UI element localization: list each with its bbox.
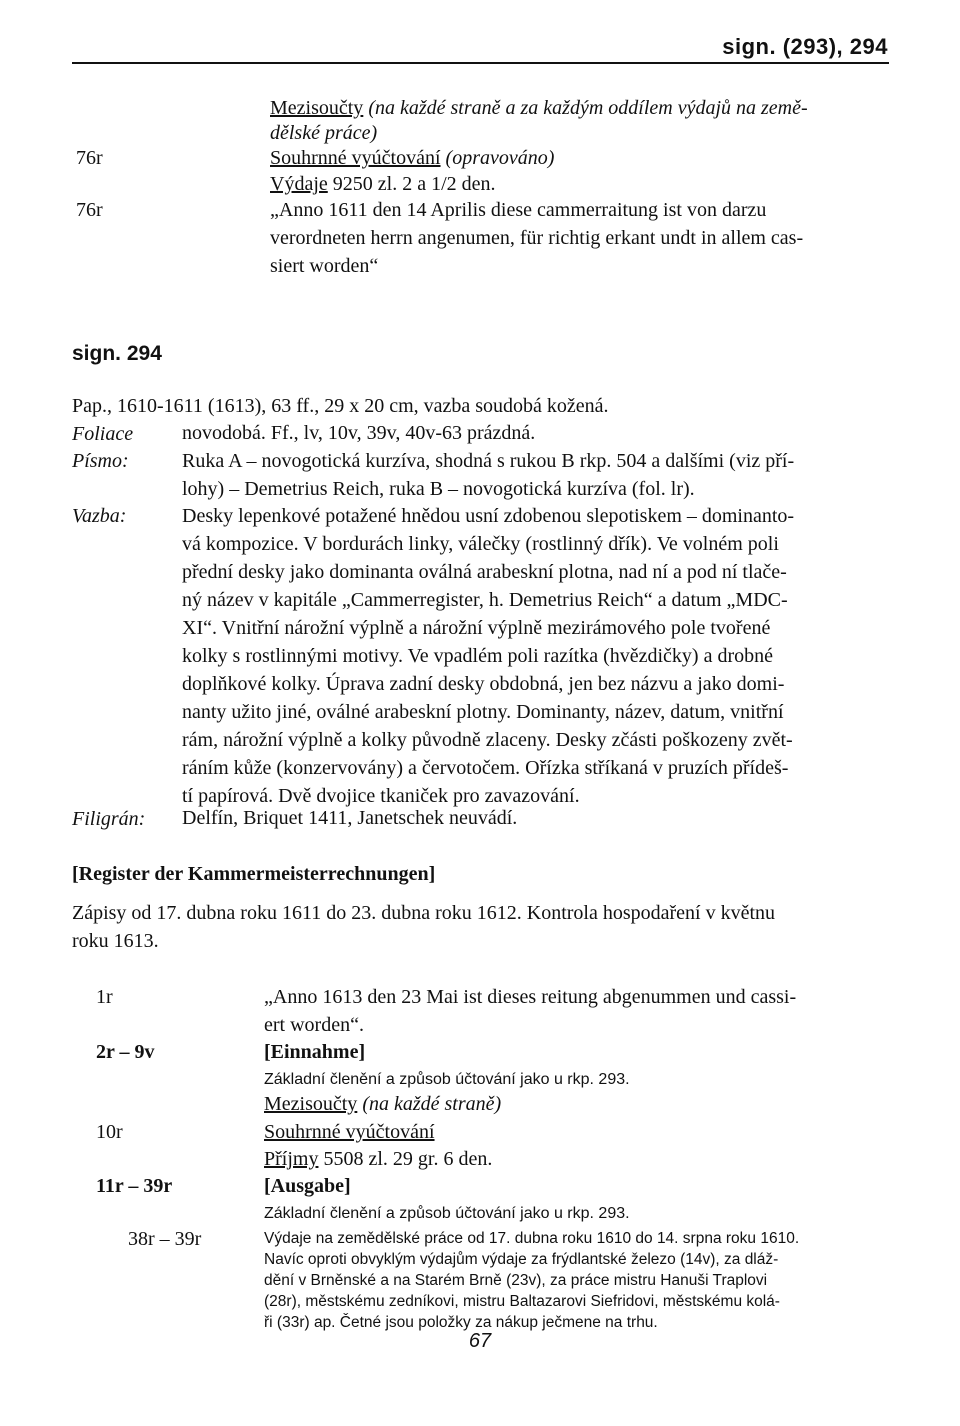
subtotals-line bbox=[270, 94, 808, 122]
income-value: 5508 zl. 29 gr. 6 den. bbox=[318, 1148, 493, 1170]
summary-line bbox=[270, 144, 554, 172]
quote-line-2: verordneten herrn angenumen, für richtig erkant undt in allem cas- bbox=[270, 227, 804, 249]
einnahme-heading: [Einnahme] bbox=[264, 1041, 366, 1063]
folio-11r-39r: 11r – 39r bbox=[96, 1175, 173, 1197]
summary-label: Souhrnné vyúčtování bbox=[270, 147, 441, 169]
expenses-label: Výdaje bbox=[270, 173, 328, 195]
running-header: sign. (293), 294 bbox=[722, 34, 888, 59]
vazba-line: ráním kůže (konzervovány) a červotočem. Ořízka stříkaná v pruzích přídeš- bbox=[182, 757, 789, 779]
vazba-label: Vazba: bbox=[72, 505, 127, 527]
register-heading: [Register der Kammermeisterrechnungen] bbox=[72, 863, 436, 885]
expenses-value: 9250 zl. 2 a 1/2 den. bbox=[327, 173, 496, 195]
paper-description: Pap., 1610-1611 (1613), 63 ff., 29 x 20 cm, vazba soudobá kožená. bbox=[72, 395, 609, 417]
agri-note-line: (28r), městskému zedníkovi, mistru Baltazarovi Siefridovi, městskému kolá- bbox=[264, 1293, 780, 1310]
folio-38r-39r: 38r – 39r bbox=[128, 1228, 202, 1250]
pismo-line: Ruka A – novogotická kurzíva, shodná s rukou B rkp. 504 a dalšími (viz pří- bbox=[182, 450, 795, 472]
subtotals-note-cont: dělské práce) bbox=[270, 122, 378, 144]
vazba-line: kolky s rostlinnými motivy. Ve vpadlém poli razítka (hvězdičky) a drobné bbox=[182, 645, 773, 667]
vazba-line: doplňkové kolky. Úprava zadní desky obdobná, jen bez názvu a jako domi- bbox=[182, 673, 785, 695]
vazba-text bbox=[182, 502, 890, 810]
folio-10r: 10r bbox=[96, 1121, 123, 1143]
vazba-line: nanty užito jiné, oválné arabeskní plotny. Dominanty, název, datum, vnitřní bbox=[182, 701, 784, 723]
subtotals-label: Mezisoučty bbox=[270, 97, 364, 119]
income-line bbox=[264, 1145, 492, 1173]
section-title: sign. 294 bbox=[72, 342, 162, 365]
expenses-line bbox=[270, 170, 496, 198]
quote-line-3: siert worden“ bbox=[270, 255, 379, 277]
agri-expenses-note bbox=[264, 1228, 890, 1333]
foliace-text: novodobá. Ff., lv, 10v, 39v, 40v-63 prázdná. bbox=[182, 422, 536, 444]
agri-note-line: Výdaje na zemědělské práce od 17. dubna roku 1610 do 14. srpna roku 1610. bbox=[264, 1230, 800, 1247]
register-intro bbox=[72, 899, 890, 955]
subtotals-note: (na každé straně a za každým oddílem výdajů na země- bbox=[363, 97, 808, 119]
header-rule bbox=[72, 62, 889, 64]
filigran-label: Filigrán: bbox=[72, 808, 146, 830]
page-number: 67 bbox=[468, 1330, 492, 1352]
vazba-line: tí papírová. Dvě dvojice tkaniček pro zavazování. bbox=[182, 785, 580, 807]
einnahme-note: Základní členění a způsob účtování jako u rkp. 293. bbox=[264, 1071, 630, 1088]
quote-line-1: „Anno 1611 den 14 Aprilis diese cammerraitung ist von darzu bbox=[270, 199, 767, 221]
reg-subtotals-note: (na každé straně) bbox=[357, 1093, 502, 1115]
agri-note-line: Navíc oproti obvyklým výdajům výdaje za frýdlantské železo (14v), za dláž- bbox=[264, 1251, 779, 1268]
reg-subtotals-label: Mezisoučty bbox=[264, 1093, 358, 1115]
reg-summary-label: Souhrnné vyúčtování bbox=[264, 1121, 435, 1143]
foliace-label: Foliace bbox=[72, 423, 134, 445]
reg-subtotals-line bbox=[264, 1090, 501, 1118]
intro-line: roku 1613. bbox=[72, 930, 159, 952]
summary-note: (opravováno) bbox=[440, 147, 555, 169]
intro-line: Zápisy od 17. dubna roku 1611 do 23. dubna roku 1612. Kontrola hospodaření v květnu bbox=[72, 902, 776, 924]
vazba-line: vá kompozice. V bordurách linky, válečky (rostlinný dřík). Ve volném poli bbox=[182, 533, 779, 555]
ausgabe-note: Základní členění a způsob účtování jako u rkp. 293. bbox=[264, 1205, 630, 1222]
vazba-line: Desky lepenkové potažené hnědou usní zdobenou slepotiskem – dominanto- bbox=[182, 505, 795, 527]
pismo-label: Písmo: bbox=[72, 450, 129, 472]
audit-quote bbox=[264, 983, 890, 1039]
pismo-text bbox=[182, 447, 890, 503]
ausgabe-heading: [Ausgabe] bbox=[264, 1175, 351, 1197]
pismo-line: lohy) – Demetrius Reich, ruka B – novogotická kurzíva (fol. lr). bbox=[182, 478, 695, 500]
folio-2r-9v: 2r – 9v bbox=[96, 1041, 155, 1063]
vazba-line: přední desky jako dominanta oválná arabeskní plotna, nad ní a pod ní tlače- bbox=[182, 561, 787, 583]
folio-76r-b: 76r bbox=[76, 199, 103, 221]
vazba-line: XI“. Vnitřní nárožní výplně a nárožní výplně mezirámového pole tvořené bbox=[182, 617, 771, 639]
agri-note-line: dění v Brněnské a na Starém Brně (23v), za práce mistru Hanuši Traplovi bbox=[264, 1272, 768, 1289]
folio-1r: 1r bbox=[96, 986, 113, 1008]
income-label: Příjmy bbox=[264, 1148, 319, 1170]
vazba-line: ný název v kapitále „Cammerregister, h. Demetrius Reich“ a datum „MDC- bbox=[182, 589, 788, 611]
folio-76r-a: 76r bbox=[76, 147, 103, 169]
agri-note-line: ři (33r) ap. Četné jsou položky za nákup ječmene na trhu. bbox=[264, 1314, 658, 1331]
vazba-line: rám, nárožní výplně a kolky původně zlaceny. Desky zčásti poškozeny zvět- bbox=[182, 729, 793, 751]
filigran-text: Delfín, Briquet 1411, Janetschek neuvádí. bbox=[182, 807, 518, 829]
audit-quote-line: ert worden“. bbox=[264, 1014, 364, 1036]
audit-quote-line: „Anno 1613 den 23 Mai ist dieses reitung abgenummen und cassi- bbox=[264, 986, 797, 1008]
